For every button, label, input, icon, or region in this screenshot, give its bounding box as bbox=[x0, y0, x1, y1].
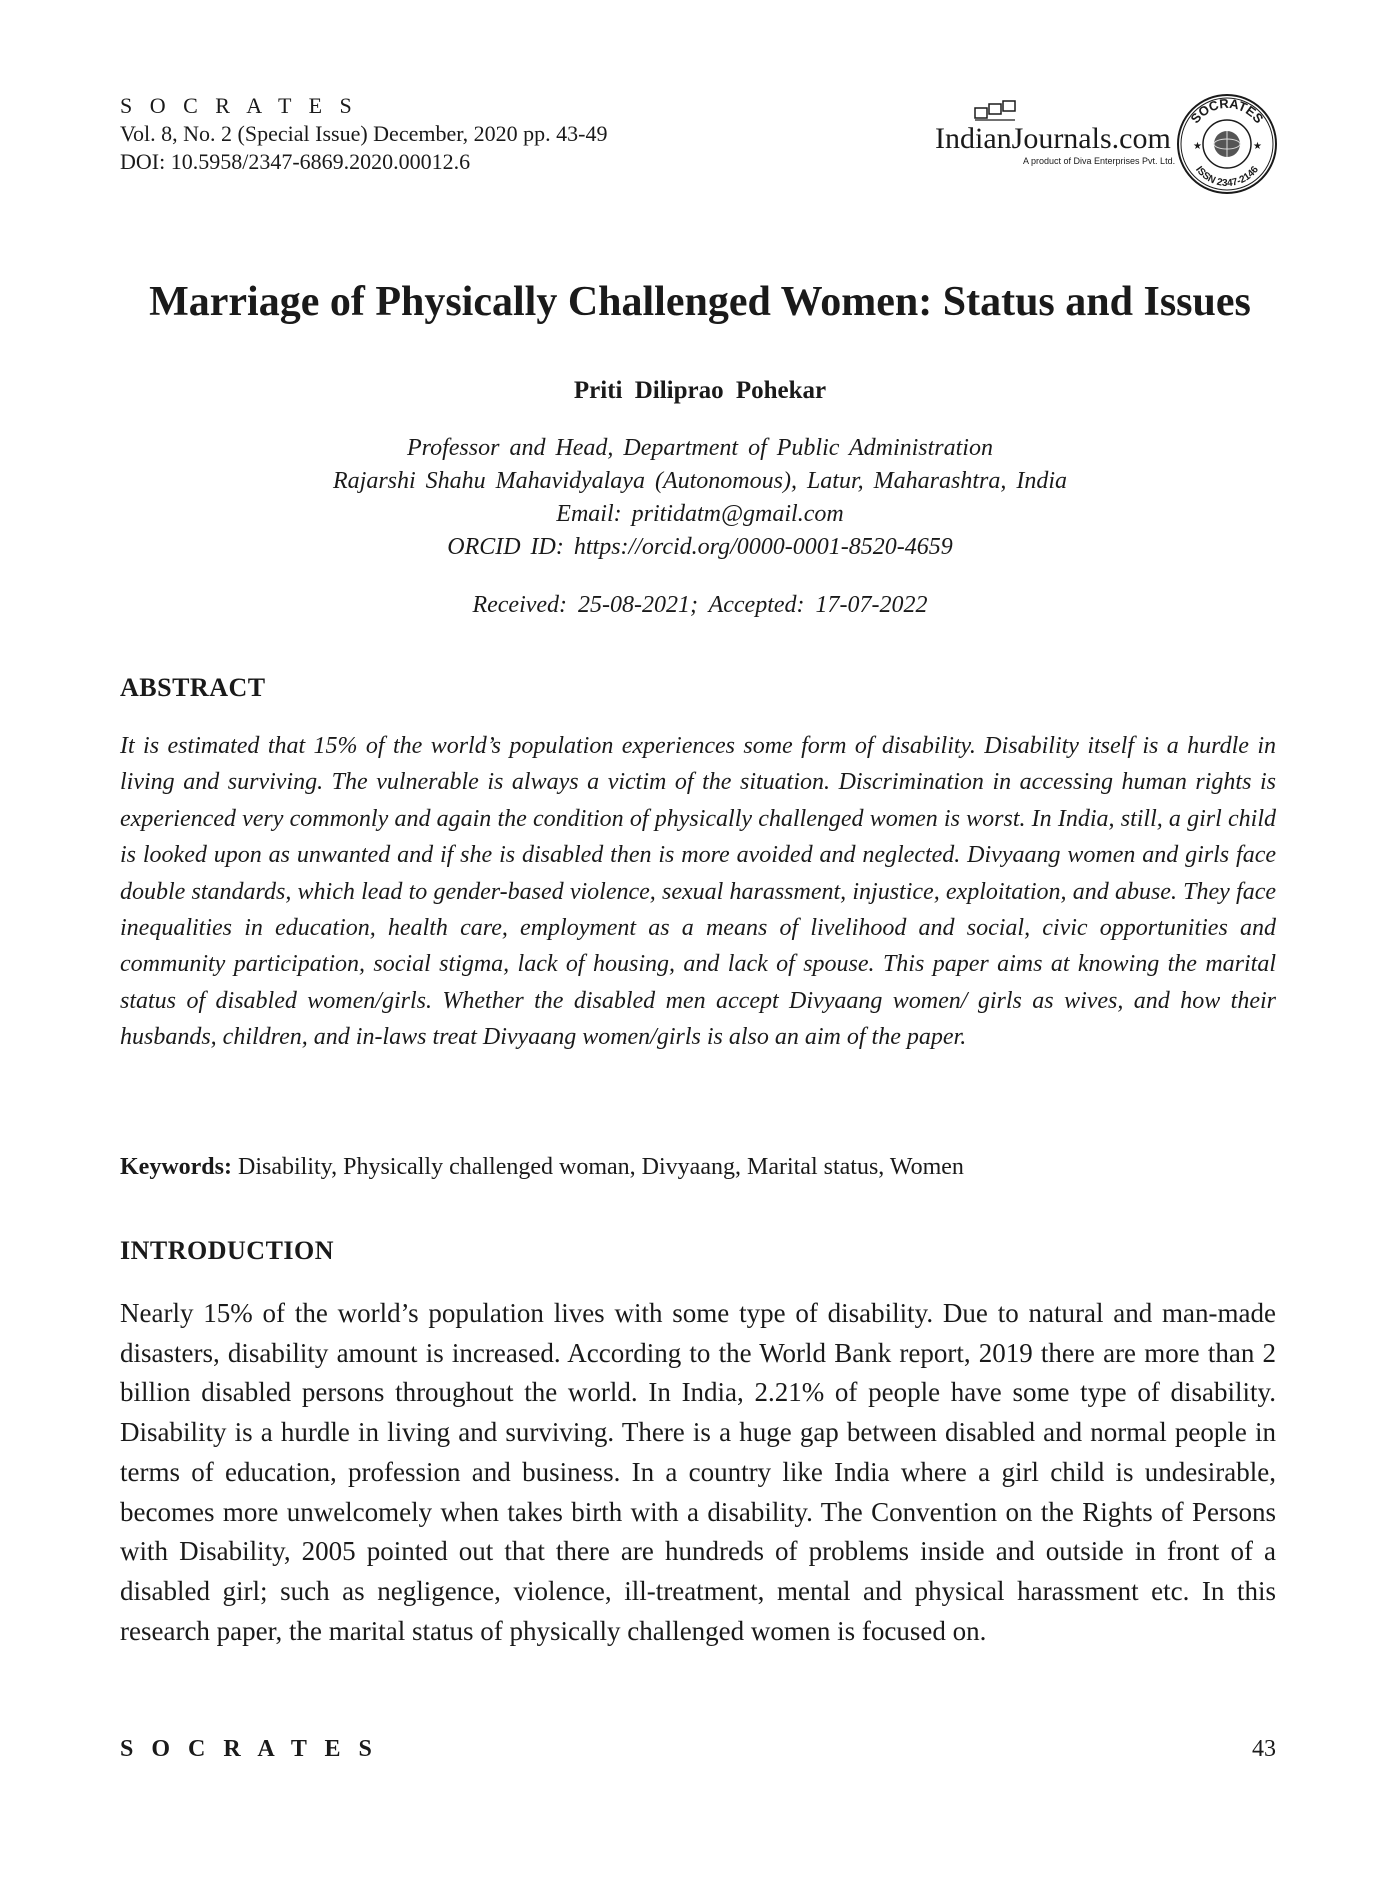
doi-line: DOI: 10.5958/2347-6869.2020.00012.6 bbox=[120, 149, 471, 174]
keywords-text: Disability, Physically challenged woman, Divyaang, Marital status, Women bbox=[237, 1154, 964, 1180]
affiliation-line-institution: Rajarshi Shahu Mahavidyalaya (Autonomous), Latur, Maharashtra, India bbox=[333, 468, 1067, 494]
header-metadata bbox=[120, 92, 608, 176]
svg-text:SOCRATES bbox=[1187, 96, 1266, 127]
volume-line: Vol. 8, No. 2 (Special Issue) December, 2020 pp. 43-49 bbox=[120, 121, 608, 146]
page-number: 43 bbox=[1252, 1736, 1276, 1762]
affiliation-line-email: Email: pritidatm@gmail.com bbox=[556, 501, 844, 527]
received-accepted-dates: Received: 25-08-2021; Accepted: 17-07-2022 bbox=[472, 592, 928, 618]
keywords bbox=[120, 1151, 1276, 1183]
publisher-logo bbox=[935, 92, 1275, 202]
introduction-text: Nearly 15% of the world’s population lives with some type of disability. Due to natural and man-made disasters, disability amount is increased. According to the World Bank report, 2019 there are more than 2 billion disabled persons throughout the world. In India, 2.21% of people have some type of disability. Disability is a hurdle in living and surviving. There is a huge gap between disabled and normal people in terms of education, profession and business. In a country like India where a girl child is undesirable, becomes more unwelcomely when takes birth with a disability. The Convention on the Rights of Persons with Disability, 2005 pointed out that there are hundreds of problems inside and outside in front of a disabled girl; such as negligence, violence, ill-treatment, mental and physical harassment etc. In this research paper, the marital status of physically challenged women is focused on. bbox=[120, 1298, 1276, 1646]
journals-stack-icon bbox=[973, 100, 1019, 122]
abstract-text: It is estimated that 15% of the world’s population experiences some form of disability. Disability itself is a hurdle in living and surviving. The vulnerable is always a victim of the situation. Discrimination in accessing human rights is experienced very commonly and again the condition of physically challenged women is worst. In India, still, a girl child is looked upon as unwanted and if she is disabled then is more avoided and neglected. Divyaang women and girls face double standards, which lead to gender-based violence, sexual harassment, injustice, exploitation, and abuse. They face inequalities in education, health care, employment as a means of livelihood and social, civic opportunities and community participation, social stigma, lack of housing, and lack of spouse. This paper aims at knowing the marital status of disabled women/girls. Whether the disabled men accept Divyaang women/ girls as wives, and how their husbands, children, and in-laws treat Divyaang women/girls is also an aim of the paper. bbox=[120, 733, 1276, 1051]
introduction-heading: INTRODUCTION bbox=[120, 1236, 335, 1265]
seal-top-text: SOCRATES bbox=[1187, 95, 1267, 127]
author-name: Priti Diliprao Pohekar bbox=[573, 377, 827, 404]
seal-bottom-text: ISSN 2347-2146 bbox=[1193, 164, 1261, 190]
paper-title: Marriage of Physically Challenged Women: Status and Issues bbox=[149, 279, 1251, 325]
svg-text:★: ★ bbox=[1193, 141, 1202, 152]
socrates-seal-icon bbox=[1175, 92, 1279, 196]
affiliation-line-position: Professor and Head, Department of Public Administration bbox=[407, 435, 993, 461]
journal-name: S O C R A T E S bbox=[120, 93, 358, 118]
affiliation-line-orcid: ORCID ID: https://orcid.org/0000-0001-8520-4659 bbox=[447, 534, 953, 560]
abstract-heading: ABSTRACT bbox=[120, 673, 266, 702]
publisher-tagline: A product of Diva Enterprises Pvt. Ltd. bbox=[1023, 156, 1176, 166]
svg-text:★: ★ bbox=[1253, 141, 1262, 152]
author-affiliation bbox=[100, 432, 1300, 564]
keywords-label: Keywords: bbox=[120, 1154, 238, 1180]
indianjournals-wordmark: IndianJournals.com bbox=[935, 122, 1171, 155]
footer-journal-name: S O C R A T E S bbox=[120, 1736, 378, 1762]
